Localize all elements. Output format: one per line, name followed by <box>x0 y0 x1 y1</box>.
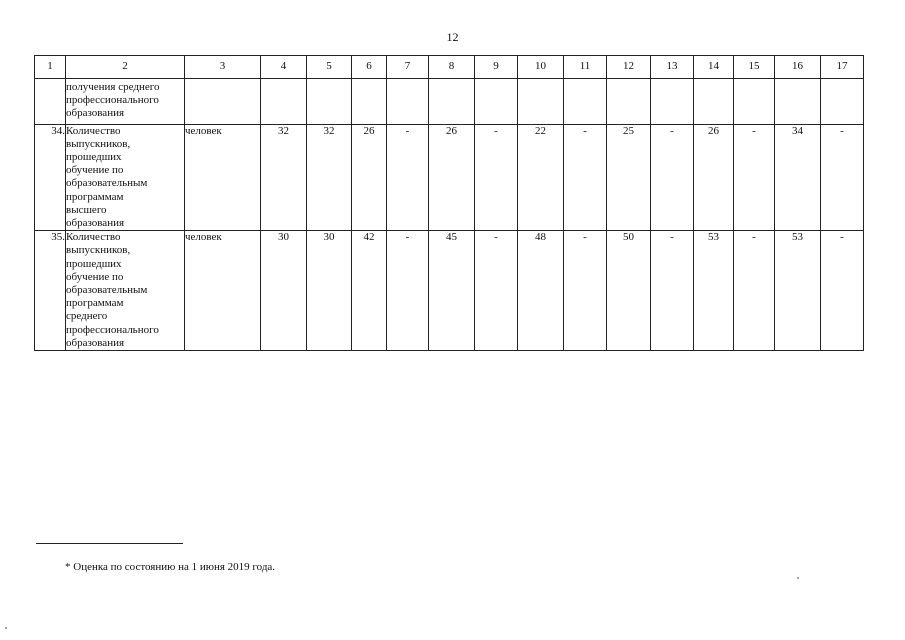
table-header-cell: 3 <box>185 56 261 79</box>
table-cell-value: - <box>821 231 864 351</box>
table-cell <box>387 79 429 125</box>
table-header-cell: 14 <box>694 56 734 79</box>
table-header-cell: 5 <box>307 56 352 79</box>
scan-speck <box>5 627 7 629</box>
table-cell <box>694 79 734 125</box>
table-cell <box>429 79 475 125</box>
name-line: образовательным <box>66 284 148 297</box>
name-line: программам <box>66 297 124 310</box>
table-cell-value: - <box>475 231 518 351</box>
table-cell-value: - <box>475 124 518 231</box>
name-line: образования <box>66 336 125 349</box>
table-cell-value: - <box>564 124 607 231</box>
table-cell-value: 53 <box>694 231 734 351</box>
name-line: прошедших <box>66 257 122 270</box>
table-cell-unit: человек <box>185 231 261 351</box>
table-cell-value: - <box>564 231 607 351</box>
table-cell-value: 45 <box>429 231 475 351</box>
table-cell-unit: человек <box>185 124 261 231</box>
table-cell <box>734 79 775 125</box>
table-cell-name <box>66 124 185 231</box>
table-cell-num: 34. <box>35 124 66 231</box>
table-header-cell: 2 <box>66 56 185 79</box>
table-header-row <box>35 56 864 79</box>
table-cell-value: 48 <box>518 231 564 351</box>
table-header-cell: 16 <box>775 56 821 79</box>
table-cell <box>261 79 307 125</box>
name-line: профессионального <box>66 94 159 107</box>
table-header-cell: 17 <box>821 56 864 79</box>
name-line: выпускников, <box>66 244 131 257</box>
table-cell <box>651 79 694 125</box>
table-header-cell: 15 <box>734 56 775 79</box>
table-cell <box>518 79 564 125</box>
table-cell <box>821 79 864 125</box>
name-line: прошедших <box>66 151 122 164</box>
name-line: высшего <box>66 203 107 216</box>
name-line: Количество <box>66 231 121 244</box>
table-cell-value: 25 <box>607 124 651 231</box>
footnote: * Оценка по состоянию на 1 июня 2019 года. <box>65 561 276 573</box>
table-cell-value: - <box>734 124 775 231</box>
table-cell-value: - <box>821 124 864 231</box>
table-header-cell: 9 <box>475 56 518 79</box>
table-cell-value: - <box>734 231 775 351</box>
table-cell-value: 26 <box>352 124 387 231</box>
table-cell-value: - <box>651 124 694 231</box>
table-cell-value: 32 <box>307 124 352 231</box>
table-header-cell: 6 <box>352 56 387 79</box>
scan-speck <box>797 577 799 579</box>
table-cell <box>564 79 607 125</box>
name-line: программам <box>66 190 124 203</box>
footnote-divider <box>36 543 183 544</box>
table-cell-name <box>66 231 185 351</box>
table-header-cell: 4 <box>261 56 307 79</box>
table-header-cell: 13 <box>651 56 694 79</box>
table-header-cell: 10 <box>518 56 564 79</box>
table-cell-value: 42 <box>352 231 387 351</box>
table-cell-value: - <box>387 124 429 231</box>
table-cell-value: 26 <box>429 124 475 231</box>
name-line: обучение по <box>66 164 124 177</box>
name-line: образования <box>66 107 125 120</box>
name-line: Количество <box>66 124 121 137</box>
table-cell <box>475 79 518 125</box>
table-cell <box>607 79 651 125</box>
table-cell <box>307 79 352 125</box>
table-cell-value: 53 <box>775 231 821 351</box>
name-line: обучение по <box>66 270 124 283</box>
table-header-cell: 1 <box>35 56 66 79</box>
table-header-cell: 12 <box>607 56 651 79</box>
table-cell-value: - <box>387 231 429 351</box>
table-cell-value: 26 <box>694 124 734 231</box>
page-number: 12 <box>446 30 459 44</box>
name-line: профессионального <box>66 323 159 336</box>
table-cell-value: 32 <box>261 124 307 231</box>
table-cell <box>775 79 821 125</box>
name-line: выпускников, <box>66 137 131 150</box>
table-header-cell: 7 <box>387 56 429 79</box>
table-cell <box>352 79 387 125</box>
name-line: среднего <box>66 310 108 323</box>
table-cell-value: 50 <box>607 231 651 351</box>
data-table <box>34 55 864 351</box>
name-line: получения среднего <box>66 81 160 93</box>
table-row <box>35 231 864 351</box>
table-cell-value: - <box>651 231 694 351</box>
table-cell-num: 35. <box>35 231 66 351</box>
table-cell-value: 34 <box>775 124 821 231</box>
table-header-cell: 8 <box>429 56 475 79</box>
name-line: образовательным <box>66 177 148 190</box>
name-line: образования <box>66 217 125 230</box>
table-cell-unit <box>185 79 261 125</box>
table-row <box>35 124 864 231</box>
table-cell-value: 30 <box>261 231 307 351</box>
table-cell-value: 22 <box>518 124 564 231</box>
table-row-continuation <box>35 79 864 125</box>
table-cell-num <box>35 79 66 125</box>
table-cell-value: 30 <box>307 231 352 351</box>
table-header-cell: 11 <box>564 56 607 79</box>
table-cell-name <box>66 79 185 125</box>
